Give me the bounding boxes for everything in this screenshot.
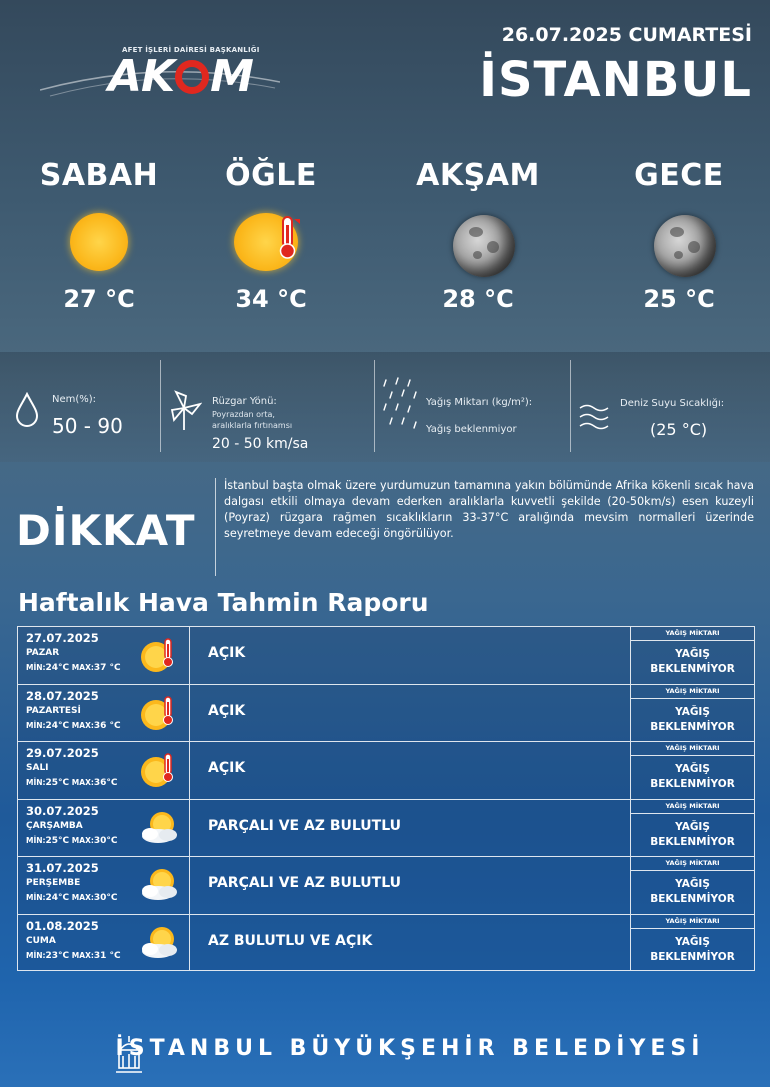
rain-value: YAĞIŞ BEKLENMİYOR xyxy=(650,935,735,963)
rain-cell xyxy=(630,800,754,857)
period-temp: 34 °C xyxy=(235,285,307,313)
description-cell xyxy=(190,915,630,971)
city-title: İSTANBUL xyxy=(479,52,752,108)
rain-header: YAĞIŞ MİKTARI xyxy=(631,857,754,871)
rain-header: YAĞIŞ MİKTARI xyxy=(631,627,754,641)
period-temp: 27 °C xyxy=(63,285,135,313)
divider xyxy=(160,360,161,452)
date-cell xyxy=(18,742,190,799)
forecast-description: AÇIK xyxy=(208,760,246,776)
report-date: 26.07.2025 CUMARTESİ xyxy=(501,24,752,46)
humidity-value: 50 - 90 xyxy=(52,414,123,438)
period-temp: 28 °C xyxy=(442,285,514,313)
alert-title: DİKKAT xyxy=(16,506,196,555)
period-ogle xyxy=(186,158,356,313)
table-row xyxy=(17,741,755,799)
hot-sun-icon xyxy=(138,693,182,733)
partly-cloudy-icon xyxy=(138,865,182,905)
period-name: AKŞAM xyxy=(416,158,540,193)
period-aksam xyxy=(393,158,563,313)
description-cell xyxy=(190,685,630,742)
water-drop-icon xyxy=(14,392,40,428)
rain-value: YAĞIŞ BEKLENMİYOR xyxy=(650,878,735,905)
divider xyxy=(374,360,375,452)
period-name: SABAH xyxy=(39,158,159,193)
moon-icon xyxy=(453,215,515,277)
forecast-date: 28.07.2025 xyxy=(26,688,99,703)
period-sabah xyxy=(14,158,184,313)
forecast-date: 31.07.2025 xyxy=(26,861,99,875)
rain-cell xyxy=(630,915,754,971)
forecast-day: PAZARTESİ xyxy=(26,705,81,716)
forecast-date: 27.07.2025 xyxy=(26,631,99,645)
forecast-day: ÇARŞAMBA xyxy=(26,820,83,831)
wind-label: Rüzgar Yönü: xyxy=(212,396,277,407)
forecast-minmax: MİN:25°C MAX:36°C xyxy=(26,778,118,788)
rain-header: YAĞIŞ MİKTARI xyxy=(631,742,754,756)
date-cell xyxy=(18,857,190,914)
sea-temp-label: Deniz Suyu Sıcaklığı: xyxy=(620,398,725,409)
rain-value: YAĞIŞ BEKLENMİYOR xyxy=(650,820,735,848)
rain-cell xyxy=(630,685,754,742)
forecast-minmax: MİN:23°C MAX:31 °C xyxy=(26,950,121,961)
moon-icon xyxy=(654,215,716,277)
footer-title: İSTANBUL BÜYÜKŞEHİR BELEDİYESİ xyxy=(115,1036,705,1061)
weekly-forecast-table xyxy=(17,626,755,971)
period-name: ÖĞLE xyxy=(225,158,317,193)
forecast-day: CUMA xyxy=(26,935,56,946)
wind-value: 20 - 50 km/sa xyxy=(212,436,309,452)
wind-desc-1: Poyrazdan orta, xyxy=(212,410,275,419)
forecast-day: PERŞEMBE xyxy=(26,878,81,888)
table-row xyxy=(17,914,755,972)
forecast-description: AÇIK xyxy=(208,702,246,719)
description-cell xyxy=(190,627,630,684)
akom-logo: AK M xyxy=(108,51,253,102)
forecast-date: 29.07.2025 xyxy=(26,746,99,760)
logo-ring-icon xyxy=(175,60,209,94)
forecast-day: SALI xyxy=(26,763,49,773)
date-cell xyxy=(18,685,190,742)
forecast-description: PARÇALI VE AZ BULUTLU xyxy=(208,817,402,834)
description-cell xyxy=(190,857,630,914)
logo-subtitle: AFET İŞLERİ DAİRESİ BAŞKANLIĞI xyxy=(122,46,260,54)
forecast-description: AÇIK xyxy=(208,645,246,661)
rain-cell xyxy=(630,742,754,799)
rain-cell xyxy=(630,627,754,684)
period-gece xyxy=(594,158,764,313)
date-cell xyxy=(18,627,190,684)
rain-value: YAĞIŞ BEKLENMİYOR xyxy=(650,763,735,790)
sea-temp-value: (25 °C) xyxy=(650,420,708,439)
forecast-minmax: MİN:25°C MAX:30°C xyxy=(26,835,118,846)
alert-divider xyxy=(215,478,216,576)
forecast-minmax: MİN:24°C MAX:37 °C xyxy=(26,663,121,673)
alert-text: İstanbul başta olmak üzere yurdumuzun tamamına yakın bölümünde Afrika kökenli sıcak hava dalgası etkili olmaya devam ederken aralıklarla kuvvetli şekilde (20-50km/s) esen kuzeyli (Poyraz) rüzgara rağmen sıcaklıkların 33-37°C aralığında mevsim normalleri üzerinde seyretmeye devam edeceği öngörülüyor. xyxy=(224,479,754,540)
hot-sun-icon xyxy=(138,635,182,675)
humidity-label: Nem(%): xyxy=(52,394,97,405)
sun-icon xyxy=(70,213,128,271)
date-cell xyxy=(18,800,190,857)
table-row xyxy=(17,856,755,914)
partly-cloudy-icon xyxy=(138,808,182,848)
forecast-description: PARÇALI VE AZ BULUTLU xyxy=(208,875,402,891)
forecast-description: AZ BULUTLU VE AÇIK xyxy=(208,932,373,949)
forecast-minmax: MİN:24°C MAX:36 °C xyxy=(26,720,121,731)
wind-desc-2: aralıklarla fırtınamsı xyxy=(212,421,293,430)
partly-cloudy-icon xyxy=(138,923,182,963)
conditions-bar xyxy=(0,352,770,462)
date-cell xyxy=(18,915,190,971)
forecast-date: 01.08.2025 xyxy=(26,918,99,933)
thermometer-icon xyxy=(274,215,304,263)
forecast-date: 30.07.2025 xyxy=(26,803,99,818)
rain-header: YAĞIŞ MİKTARI xyxy=(631,915,754,929)
rain-value: Yağış beklenmiyor xyxy=(426,424,517,435)
rain-header: YAĞIŞ MİKTARI xyxy=(631,800,754,814)
description-cell xyxy=(190,742,630,799)
divider xyxy=(570,360,571,452)
weekly-title: Haftalık Hava Tahmin Raporu xyxy=(18,588,429,617)
rain-cell xyxy=(630,857,754,914)
table-row xyxy=(17,626,755,684)
rain-value: YAĞIŞ BEKLENMİYOR xyxy=(650,705,735,733)
period-name: GECE xyxy=(634,158,724,193)
waves-icon xyxy=(578,402,610,432)
table-row xyxy=(17,684,755,742)
description-cell xyxy=(190,800,630,857)
rain-label: Yağış Miktarı (kg/m²): xyxy=(426,397,533,408)
forecast-minmax: MİN:24°C MAX:30°C xyxy=(26,893,118,903)
period-temp: 25 °C xyxy=(643,285,715,313)
rain-icon xyxy=(380,374,424,436)
forecast-day: PAZAR xyxy=(26,648,60,658)
table-row xyxy=(17,799,755,857)
wind-turbine-icon xyxy=(166,388,202,432)
rain-header: YAĞIŞ MİKTARI xyxy=(631,685,754,699)
hot-sun-icon xyxy=(138,750,182,790)
rain-value: YAĞIŞ BEKLENMİYOR xyxy=(650,648,735,675)
